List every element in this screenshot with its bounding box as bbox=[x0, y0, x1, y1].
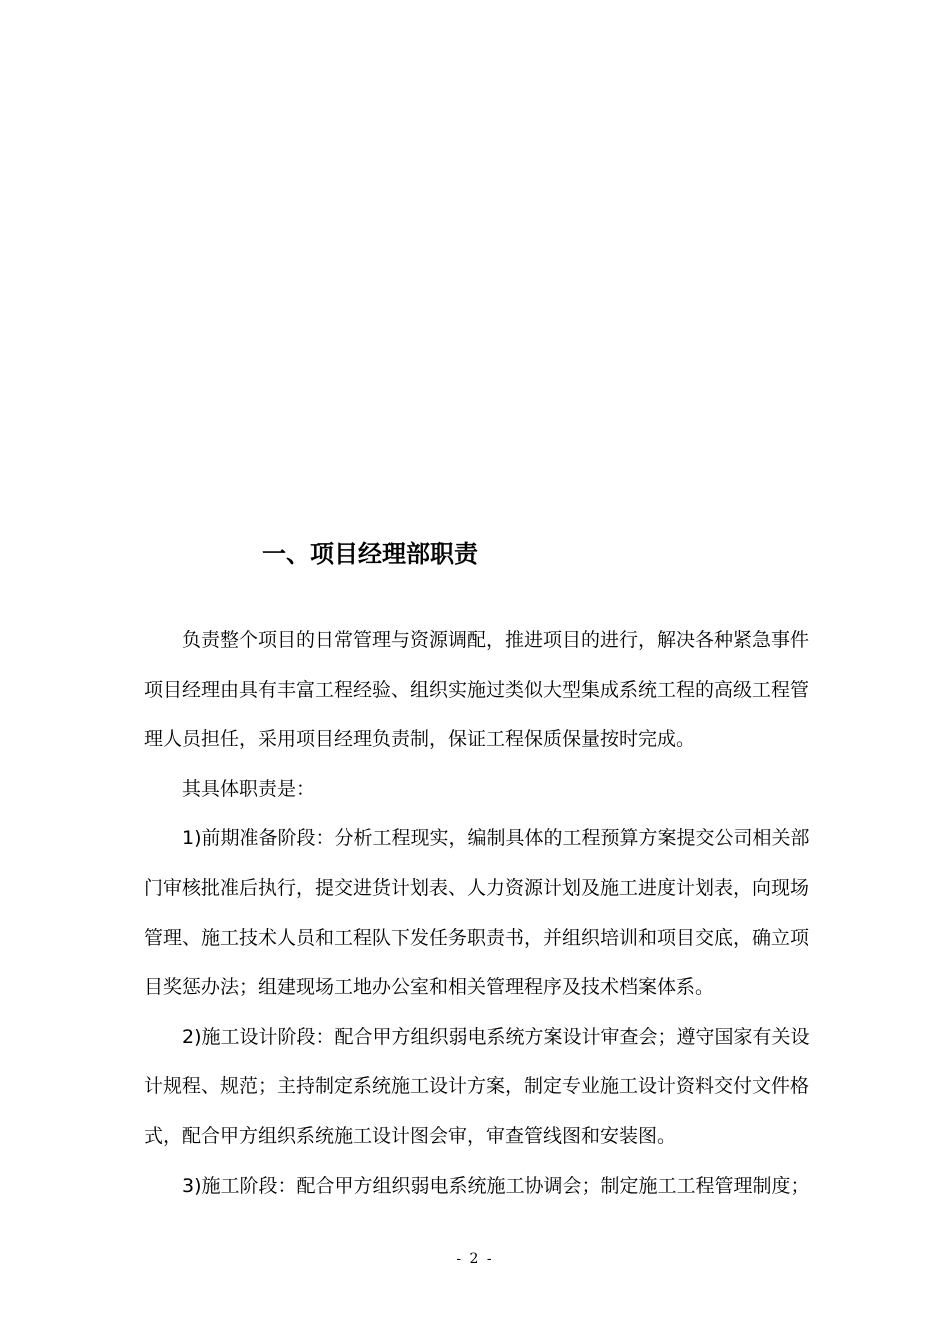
text-line: 式，配合甲方组织系统施工设计图会审，审查管线图和安装图。 bbox=[144, 1124, 677, 1147]
text-line: 目奖惩办法；组建现场工地办公室和相关管理程序及技术档案体系。 bbox=[144, 976, 715, 999]
text-line: 其具体职责是： bbox=[182, 777, 316, 800]
section-heading: 一、项目经理部职责 bbox=[262, 540, 478, 568]
text-line: 1)前期准备阶段：分析工程现实，编制具体的工程预算方案提交公司相关部 bbox=[182, 827, 810, 850]
text-line: 计规程、规范；主持制定系统施工设计方案，制定专业施工设计资料交付文件格 bbox=[144, 1075, 810, 1098]
body-text bbox=[144, 616, 812, 1211]
text-line: 3)施工阶段：配合甲方组织弱电系统施工协调会；制定施工工程管理制度； bbox=[182, 1174, 810, 1197]
paragraph-design-stage bbox=[144, 1013, 812, 1162]
text-line: 项目经理由具有丰富工程经验、组织实施过类似大型集成系统工程的高级工程管 bbox=[144, 678, 810, 701]
paragraph-overview bbox=[144, 616, 812, 765]
text-line: 负责整个项目的日常管理与资源调配，推进项目的进行，解决各种紧急事件 bbox=[182, 629, 810, 651]
paragraph-duties-intro bbox=[144, 765, 812, 815]
text-line: 门审核批准后执行，提交进货计划表、人力资源计划及施工进度计划表，向现场 bbox=[144, 876, 810, 899]
paragraph-preparation-stage bbox=[144, 814, 812, 1012]
text-line: 管理、施工技术人员和工程队下发任务职责书，并组织培训和项目交底，确立项 bbox=[144, 926, 810, 949]
text-line: 2)施工设计阶段：配合甲方组织弱电系统方案设计审查会；遵守国家有关设 bbox=[182, 1025, 810, 1048]
page-number: - 2 - bbox=[456, 1251, 494, 1267]
paragraph-construction-stage bbox=[144, 1162, 812, 1212]
text-line: 理人员担任，采用项目经理负责制，保证工程保质保量按时完成。 bbox=[144, 728, 696, 751]
